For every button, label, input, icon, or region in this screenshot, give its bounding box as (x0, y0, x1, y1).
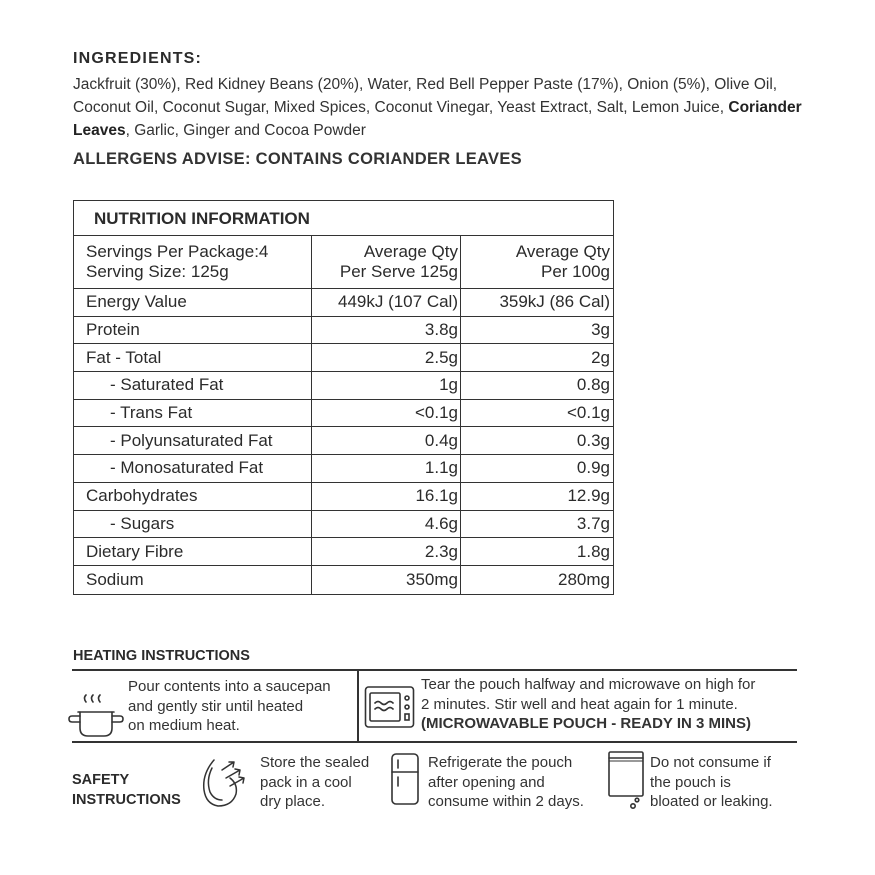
storage-instructions (260, 753, 369, 812)
storage-line: dry place. (260, 793, 326, 810)
microwave-icon (364, 685, 416, 731)
divider-line (72, 669, 797, 671)
nutrient-per-serve: <0.1g (312, 400, 461, 427)
servings-per-package: Servings Per Package:4 (86, 242, 269, 261)
nutrient-per-100g: 0.3g (576, 430, 610, 450)
safety-heading-line: SAFETY (72, 772, 130, 788)
ingredients-allergen-bold: Coriander Leaves (73, 99, 802, 139)
ingredients-text-part1: Jackfruit (30%), Red Kidney Beans (20%), Water, Red Bell Pepper Paste (17%), Onion (5%), Olive Oil, Coconut Oil, Coconut Sugar, Mixed Spices, Coconut Vinegar, Yeast Extract, Salt, Lemon Juice, (73, 76, 778, 116)
ingredients-text-part2: , Garlic, Ginger and Cocoa Powder (125, 122, 366, 139)
nutrient-per-100g: 359kJ (86 Cal) (499, 292, 610, 312)
pouch-warning-line: the pouch is (650, 773, 731, 791)
nutrient-per-serve: 1.1g (312, 455, 461, 482)
nutrition-header-row (74, 236, 613, 289)
divider-line (72, 741, 797, 743)
nutrient-per-100g: 3.7g (576, 513, 610, 533)
nutrition-row (74, 289, 613, 317)
refrigerate-line: Refrigerate the pouch (428, 754, 573, 771)
stove-line: Pour contents into a saucepan (128, 678, 331, 695)
per-serve-header-line2: Per Serve 125g (339, 262, 458, 281)
nutrient-per-100g: 2g (591, 347, 610, 367)
nutrition-row (74, 566, 613, 594)
nutrient-per-100g: 12.9g (567, 486, 610, 506)
allergen-advice: ALLERGENS ADVISE: CONTAINS CORIANDER LEAVES (73, 150, 522, 168)
nutrition-row (74, 344, 613, 372)
cool-dry-place-icon (200, 756, 256, 808)
nutrient-per-serve: 4.6g (312, 511, 461, 538)
microwave-line: 2 minutes. Stir well and heat again for 1 minute. (421, 695, 738, 713)
nutrition-table (73, 200, 614, 595)
nutrient-per-serve: 2.5g (312, 344, 461, 371)
nutrient-per-100g: 280mg (558, 569, 610, 589)
nutrient-per-serve: 0.4g (312, 427, 461, 454)
stove-line: on medium heat. (128, 717, 240, 734)
nutrition-row (74, 538, 613, 566)
pouch-warning-line: Do not consume if (650, 754, 771, 771)
pouch-warning-line: bloated or leaking. (650, 793, 773, 810)
nutrient-label: Sodium (74, 566, 312, 594)
safety-heading-line: INSTRUCTIONS (72, 792, 181, 808)
nutrient-per-serve: 2.3g (312, 538, 461, 565)
storage-line: Store the sealed (260, 754, 370, 771)
nutrient-label: Fat - Total (74, 344, 312, 371)
nutrition-row (74, 511, 613, 539)
nutrition-row (74, 400, 613, 428)
storage-line: pack in a cool (260, 773, 352, 791)
heating-heading: HEATING INSTRUCTIONS (73, 648, 250, 664)
nutrient-label: - Polyunsaturated Fat (74, 427, 312, 454)
nutrient-per-serve: 16.1g (312, 483, 461, 510)
divider-line (357, 669, 359, 742)
ingredients-text (73, 73, 833, 142)
nutrient-per-serve: 3.8g (312, 317, 461, 344)
stove-line: and gently stir until heated (128, 697, 304, 715)
refrigerate-line: consume within 2 days. (428, 793, 584, 810)
nutrient-per-serve: 449kJ (107 Cal) (312, 289, 461, 316)
nutrient-label: - Monosaturated Fat (74, 455, 312, 482)
refrigerate-instructions (428, 753, 584, 812)
pouch-icon (606, 750, 646, 810)
refrigerator-icon (389, 752, 421, 808)
servings-cell (74, 236, 312, 288)
per-serve-header-line1: Average Qty (363, 242, 458, 261)
per-100g-header-line1: Average Qty (515, 242, 610, 261)
nutrient-per-100g: 0.8g (576, 375, 610, 395)
serving-size: Serving Size: 125g (86, 262, 229, 281)
nutrient-per-serve: 1g (312, 372, 461, 399)
nutrient-label: - Trans Fat (74, 400, 312, 427)
nutrient-per-100g: 3g (591, 320, 610, 340)
nutrition-row (74, 483, 613, 511)
nutrition-row (74, 427, 613, 455)
nutrition-row (74, 317, 613, 345)
nutrient-per-100g: 1.8g (576, 541, 610, 561)
nutrient-label: Dietary Fibre (74, 538, 312, 565)
pouch-warning (650, 753, 773, 812)
per-serve-header (312, 236, 461, 288)
nutrition-row (74, 372, 613, 400)
nutrient-label: - Sugars (74, 511, 312, 538)
nutrient-per-100g: <0.1g (566, 403, 610, 423)
per-100g-header-line2: Per 100g (541, 262, 610, 281)
stove-instructions (128, 677, 331, 736)
safety-heading (72, 770, 181, 810)
nutrition-row (74, 455, 613, 483)
microwave-line: Tear the pouch halfway and microwave on high for (421, 676, 756, 693)
nutrient-label: - Saturated Fat (74, 372, 312, 399)
ingredients-heading: INGREDIENTS: (73, 50, 203, 67)
nutrient-label: Protein (74, 317, 312, 344)
per-100g-header (461, 236, 613, 288)
nutrient-per-serve: 350mg (312, 566, 461, 594)
nutrient-label: Carbohydrates (74, 483, 312, 510)
refrigerate-line: after opening and (428, 773, 545, 791)
nutrient-per-100g: 0.9g (576, 458, 610, 478)
saucepan-icon (68, 694, 124, 740)
nutrition-title: NUTRITION INFORMATION (74, 201, 613, 236)
microwave-instructions (421, 675, 755, 734)
microwave-note: (MICROWAVABLE POUCH - READY IN 3 MINS) (421, 715, 752, 732)
nutrient-label: Energy Value (74, 289, 312, 316)
